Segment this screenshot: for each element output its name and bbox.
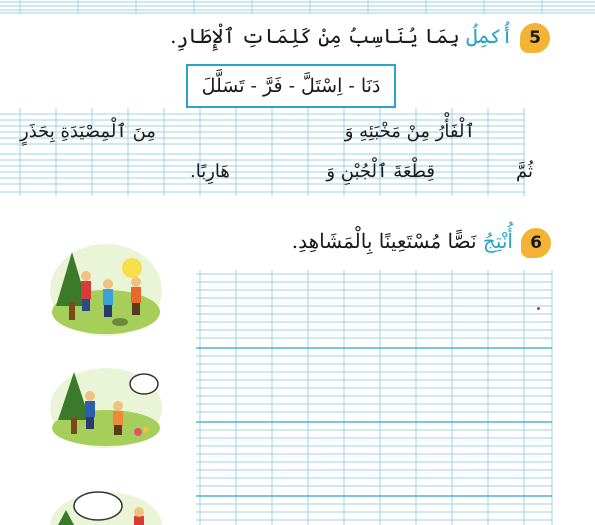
scene-1-icon bbox=[48, 242, 164, 338]
margin-dot bbox=[537, 307, 540, 310]
top-grid bbox=[0, 0, 595, 14]
exercise-6-instruction bbox=[292, 229, 513, 253]
sentence-1-right: ٱلْفَأْرُ مِنْ مَخْبَئِهِ وَ bbox=[344, 121, 475, 142]
exercise-5-badge bbox=[520, 23, 550, 53]
exercise-6-text: نَصًّا مُسْتَعِينًا بِالْمَشَاهِدِ. bbox=[291, 229, 477, 253]
exercise-5-instruction bbox=[170, 24, 513, 48]
exercise-6-keyword: أُنْتِجُ bbox=[482, 229, 513, 253]
sentence-2-start: ثُمَّ bbox=[516, 161, 533, 182]
scene-3-icon bbox=[48, 486, 164, 525]
exercise-5-keyword: أُكمِلُ bbox=[466, 24, 513, 48]
exercise-5-text: بِمَا يُنَاسِبُ مِنْ كَلِمَاتِ ٱلْإِطَارِ. bbox=[170, 24, 460, 48]
word-box-text: دَنَا - اِسْتَلَّ - فَرَّ - تَسَلَّلَ bbox=[201, 75, 381, 97]
scene-2-icon bbox=[48, 366, 164, 448]
word-box bbox=[186, 64, 396, 108]
sentence-1-left: مِنَ ٱلْمِصْيَدَةِ بِحَذَرٍ bbox=[20, 121, 156, 142]
exercise-6-number: 6 bbox=[530, 233, 542, 253]
sentence-2-middle: قِطْعَةَ ٱلْجُبْنِ وَ bbox=[326, 161, 435, 182]
exercise-6-badge bbox=[521, 228, 551, 258]
exercise-6-grid bbox=[196, 270, 556, 525]
sentence-2-end: هَارِبًا. bbox=[190, 161, 230, 182]
exercise-5-number: 5 bbox=[529, 28, 541, 48]
